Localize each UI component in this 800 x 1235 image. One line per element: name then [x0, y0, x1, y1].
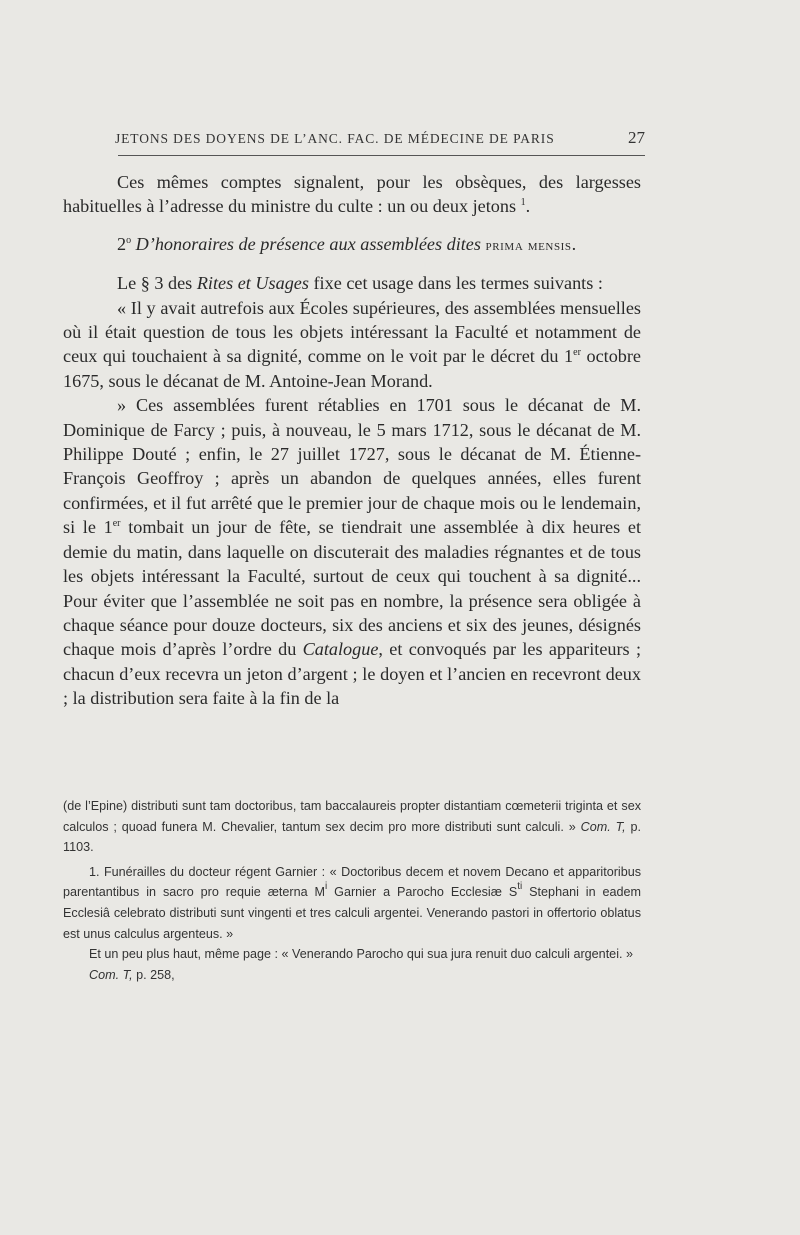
running-title: JETONS DES DOYENS DE L’ANC. FAC. DE MÉDECINE DE PARIS [115, 131, 555, 146]
footnotes [63, 796, 641, 985]
footnote-ref: 1 [520, 197, 526, 209]
paragraph-2: Le § 3 des Rites et Usages fixe cet usage dans les termes suivants : [117, 273, 603, 294]
header-rule [118, 155, 645, 156]
running-head [115, 128, 645, 148]
page-number: 27 [628, 128, 645, 147]
footnote-1-addendum: Et un peu plus haut, même page : « Venerando Parocho qui sua jura renuit duo calculi argentei. » [89, 947, 633, 962]
quote-paragraph-1: « Il y avait autrefois aux Écoles supérieures, des assemblées mensuelles où il était question de tous les objets intéressant la Faculté et notamment de ceux qui touchaient à sa dignité, comme on le voit par le décret du 1er octobre 1675, sous le décanat de M. Antoine-Jean Morand. [63, 297, 642, 391]
footnote-1-reference: Com. T, p. 258, [89, 967, 175, 982]
paragraph-1: Ces mêmes comptes signalent, pour les obsèques, des largesses habituelles à l’adresse du ministre du culte : un ou deux jetons $^1$. [63, 172, 641, 217]
quote-paragraph-2: » Ces assemblées furent rétablies en 1701 sous le décanat de M. Dominique de Farcy ; puis, à nouveau, le 5 mars 1712, sous le décanat de M. Philippe Douté ; enfin, le 27 juillet 1727, sous le décanat de M. Étienne-François Geoffroy ; après un abandon de quelques années, elles furent confirmées, et il fut arrêté que le premier jour de chaque mois ou le lendemain, si le 1er tombait un jour de fête, se tiendrait une assemblée à dix heures et demie du matin, dans laquelle on discuterait des maladies régnantes et de tous les objets intéressant la Faculté, surtout de ceux qui touchent à sa dignité... Pour éviter que l’assemblée ne soit pas en nombre, la présence sera obligée à chaque séance pour douze docteurs, six des anciens et six des jeunes, désignés chaque mois d’après l’ordre du Catalogue, et convoqués par les appariteurs ; chacun d’eux recevra un jeton d’argent ; le doyen et l’ancien en recevront deux ; la distribution sera faite à la fin de la [63, 395, 641, 709]
section-heading: 2$^o$ D’honoraires de présence aux assemblées dites prima mensis. [117, 233, 577, 254]
main-text [63, 170, 641, 711]
footnote-continuation: (de l’Epine) distributi sunt tam doctoribus, tam baccalaureis propter distantiam cœmeterii triginta et sex calculos ; quoad funera M. Chevalier, tantum sex decim pro more distributi sunt calculi. » Com. T, p. 1103. [63, 799, 641, 855]
footnote-1: 1. Funérailles du docteur régent Garnier : « Doctoribus decem et novem Decano et apparitoribus parentantibus in sacro pro requie æterna $M^i$ Garnier a Parocho Ecclesiæ $S^{ti}$ Stephani in eadem Ecclesiâ celebrato distributi sunt vingenti et tres calculi argentei. Venerando pastori in offertorio oblatus est unus calculus argenteus. » [63, 864, 642, 941]
